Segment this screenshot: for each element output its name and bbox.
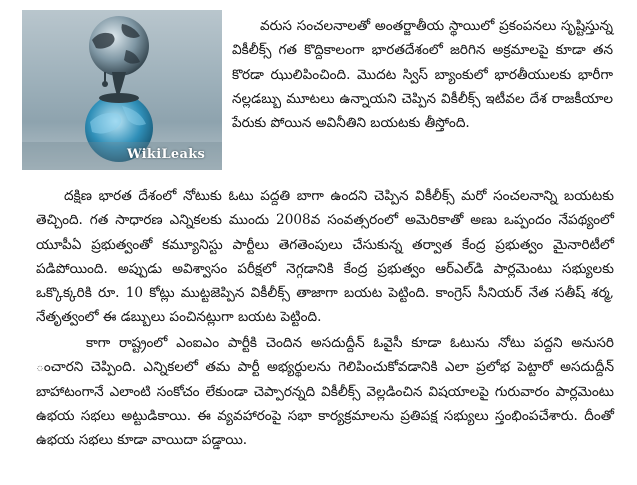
article-paragraph-2: దక్షిణ భారత దేశంలో నోటుకు ఓటు పద్దతి బాగా ఉందని చెప్పిన వికీలీక్స్ మరో సంచలనాన్ని బయటకు తెచ్చింది. గత సాధారణ ఎన్నికలకు ముందు 2008వ సంవత్సరంలో అమెరికాతో అణు ఒప్పందం నేపథ్యంలో యూపీఏ ప్రభుత్వంతో కమ్యూనిస్టు పార్టీలు తెగతెంపులు చేసుకున్న తర్వాత కేంద్ర ప్రభుత్వం మైనారిటీలో పడిపోయింది. అప్పుడు అవిశ్వాసం పరీక్షలో నెగ్గడానికి కేంద్ర ప్రభుత్వం ఆర్‌ఎల్‌డి పార్లమెంటు సభ్యులకు ఒక్కొక్కరికి రూ. 10 కోట్లు ముట్టజెప్పిన వికీలీక్స్ తాజాగా బయట పెట్టింది. కాంగ్రెస్ సీనియర్ నేత సతీష్ శర్మ, నేతృత్వంలో ఈ డబ్బులు పంచినట్లుగా బయట పెట్టింది.: [36, 188, 614, 326]
wikileaks-logo-text: WikiLeaks: [127, 147, 206, 162]
article-paragraph-1: వరుస సంచలనాలతో అంతర్జాతీయ స్థాయిలో ప్రకంపనలు సృష్టిస్తున్న వికీలీక్స్ గత కొద్దికాలంగా భారతదేశంలో జరిగిన అక్రమాలపై కూడా తన కొరడా ఝులిపించింది. మొదట స్విస్ బ్యాంకులో భారతీయులకు భారీగా నల్లడబ్బు మూటలు ఉన్నాయని చెప్పిన వికీలీక్స్ ఇటీవల దేశ రాజకీయాల పేరుకు పోయిన అవినీతిని బయటకు తీస్తోంది.: [232, 18, 613, 132]
article-paragraph-3: కాగా రాష్ట్రంలో ఎంఐఎం పార్టీకి చెందిన అసదుద్దీన్ ఓవైసీ కూడా ఓటును నోటు పద్దని అనుసరి ంచారని చెప్పింది. ఎన్నికలలో తమ పార్టీ అభ్యర్థులను గెలిపించుకోవడానికి ఎలా ప్రలోభ పెట్టారో అసదుద్దీన్ బాహాటంగానే ఎలాంటి సంకోచం లేకుండా చెప్పారన్నది వికీలీక్స్ వెల్లడించిన విషయాలపై గురువారం పార్లమెంటు ఉభయ సభలు అట్టుడికాయి. ఈ వ్యవహారంపై సభా కార్యక్రమాలను ప్రతిపక్ష సభ్యులు స్తంభింపచేశారు. దీంతో ఉభయ సభలు కూడా వాయిదా పడ్డాయి.: [36, 335, 615, 449]
wikileaks-logo-image: [22, 10, 222, 170]
hourglass-globe-icon: [22, 10, 222, 170]
